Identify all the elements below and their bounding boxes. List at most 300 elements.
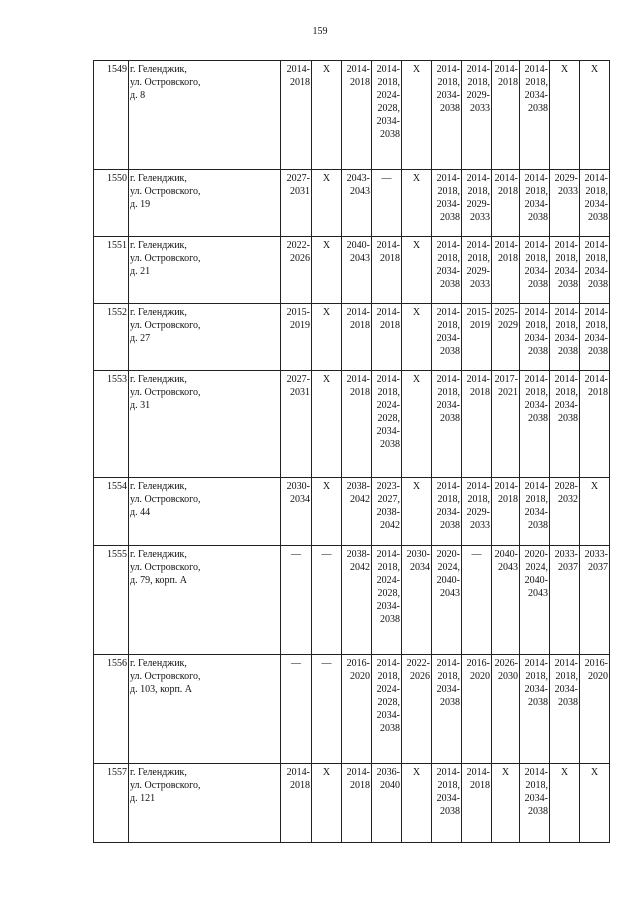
period-cell xyxy=(342,61,372,170)
period-line: 2038 xyxy=(528,103,548,114)
address-line: г. Геленджик, xyxy=(130,658,187,669)
table-row xyxy=(94,61,610,170)
period-line: 2014- xyxy=(466,64,490,75)
period-cell xyxy=(492,371,520,478)
period-line: 2018, xyxy=(437,494,460,505)
period-line: 2038 xyxy=(528,346,548,357)
period-line: 2034- xyxy=(524,400,548,411)
period-line: 2038- xyxy=(376,507,400,518)
period-line: 2034- xyxy=(436,333,460,344)
period-line: 2038 xyxy=(380,439,400,450)
period-line: 2018, xyxy=(467,494,490,505)
period-line: 2018 xyxy=(470,780,490,791)
period-line: 2040 xyxy=(380,780,400,791)
period-line: 2024- xyxy=(376,684,400,695)
period-cell xyxy=(580,237,610,304)
address-cell xyxy=(129,764,281,843)
period-cell xyxy=(281,478,312,546)
period-line: 2024- xyxy=(376,90,400,101)
period-line: 2029- xyxy=(466,199,490,210)
period-cell xyxy=(520,304,550,371)
period-line: 2034- xyxy=(524,199,548,210)
period-cell xyxy=(432,170,462,237)
period-line: 2027- xyxy=(286,374,310,385)
period-line: X xyxy=(412,307,421,318)
period-line: 2018, xyxy=(525,320,548,331)
period-cell xyxy=(281,170,312,237)
period-line: 2014- xyxy=(524,240,548,251)
period-cell xyxy=(402,170,432,237)
period-line: 2033 xyxy=(470,520,490,531)
period-cell xyxy=(520,371,550,478)
period-line: 2014- xyxy=(466,374,490,385)
period-line: 2014- xyxy=(494,173,518,184)
period-line: 2014- xyxy=(466,481,490,492)
period-cell xyxy=(520,237,550,304)
period-cell xyxy=(492,655,520,764)
period-cell xyxy=(492,237,520,304)
period-line: 2034- xyxy=(524,507,548,518)
period-line: 2034 xyxy=(410,562,430,573)
period-cell xyxy=(402,764,432,843)
period-line: 2014- xyxy=(494,481,518,492)
period-line: 2034- xyxy=(436,266,460,277)
period-line: 2018, xyxy=(525,77,548,88)
period-line: 2040- xyxy=(524,575,548,586)
period-line: 2014- xyxy=(436,307,460,318)
address-line: ул. Островского, xyxy=(130,387,201,398)
period-line: 2038 xyxy=(588,346,608,357)
address-line: д. 27 xyxy=(130,333,151,344)
period-line: 2034- xyxy=(436,199,460,210)
period-line: 2030- xyxy=(406,549,430,560)
period-line: X xyxy=(560,64,569,75)
period-cell xyxy=(312,170,342,237)
period-line: 2034- xyxy=(376,601,400,612)
period-line: 2018, xyxy=(555,320,578,331)
period-cell xyxy=(312,546,342,655)
address-line: г. Геленджик, xyxy=(130,307,187,318)
period-line: 2017- xyxy=(494,374,518,385)
period-cell xyxy=(462,478,492,546)
period-line: 2038 xyxy=(440,212,460,223)
period-cell xyxy=(281,764,312,843)
period-line: 2018 xyxy=(498,253,518,264)
period-line: 2014- xyxy=(524,658,548,669)
period-cell xyxy=(550,546,580,655)
period-line: 2014- xyxy=(584,307,608,318)
period-cell xyxy=(492,478,520,546)
period-line: 2038 xyxy=(528,697,548,708)
period-cell xyxy=(550,61,580,170)
row-number: 1555 xyxy=(94,546,129,655)
period-line: 2014- xyxy=(494,64,518,75)
period-line: 2019 xyxy=(290,320,310,331)
period-line: 2018 xyxy=(498,77,518,88)
period-cell xyxy=(580,170,610,237)
period-line: 2018, xyxy=(555,387,578,398)
period-cell xyxy=(462,546,492,655)
period-line: 2015- xyxy=(286,307,310,318)
period-line: 2014- xyxy=(346,374,370,385)
period-line: X xyxy=(412,374,421,385)
period-cell xyxy=(492,61,520,170)
period-line: 2024- xyxy=(376,400,400,411)
period-line: 2038 xyxy=(528,806,548,817)
period-line: 2018, xyxy=(525,253,548,264)
period-cell xyxy=(432,655,462,764)
period-cell xyxy=(520,170,550,237)
period-line: 2018, xyxy=(377,77,400,88)
address-line: ул. Островского, xyxy=(130,77,201,88)
period-line: 2018, xyxy=(525,186,548,197)
period-line: 2018, xyxy=(525,494,548,505)
period-cell xyxy=(462,304,492,371)
period-line: 2016- xyxy=(346,658,370,669)
period-line: 2038 xyxy=(440,346,460,357)
period-line: 2014- xyxy=(376,658,400,669)
period-line: 2043- xyxy=(346,173,370,184)
period-cell xyxy=(550,371,580,478)
period-line: 2043 xyxy=(350,186,370,197)
period-line: 2034- xyxy=(554,400,578,411)
period-line: 2018, xyxy=(525,780,548,791)
period-line: — xyxy=(291,658,301,669)
period-line: 2019 xyxy=(470,320,490,331)
period-line: X xyxy=(590,481,599,492)
period-line: 2014- xyxy=(346,767,370,778)
address-line: ул. Островского, xyxy=(130,780,201,791)
period-line: 2020 xyxy=(470,671,490,682)
table-row xyxy=(94,237,610,304)
period-line: 2018, xyxy=(437,77,460,88)
period-line: 2034- xyxy=(524,333,548,344)
period-cell xyxy=(462,237,492,304)
period-cell xyxy=(312,304,342,371)
row-number: 1552 xyxy=(94,304,129,371)
period-line: 2038 xyxy=(380,129,400,140)
period-cell xyxy=(462,371,492,478)
period-line: 2018, xyxy=(437,186,460,197)
period-line: 2027- xyxy=(286,173,310,184)
period-cell xyxy=(281,546,312,655)
period-line: 2018, xyxy=(437,671,460,682)
period-cell xyxy=(550,655,580,764)
period-cell xyxy=(580,371,610,478)
period-line: 2018, xyxy=(525,671,548,682)
address-line: ул. Островского, xyxy=(130,320,201,331)
period-cell xyxy=(550,304,580,371)
period-line: 2014- xyxy=(524,173,548,184)
period-line: 2014- xyxy=(554,307,578,318)
address-line: ул. Островского, xyxy=(130,671,201,682)
period-line: 2038- xyxy=(346,549,370,560)
period-line: 2038 xyxy=(440,697,460,708)
period-cell xyxy=(312,371,342,478)
period-cell xyxy=(580,304,610,371)
period-line: 2031 xyxy=(290,186,310,197)
period-cell xyxy=(372,371,402,478)
period-line: 2018, xyxy=(437,780,460,791)
period-cell xyxy=(580,61,610,170)
period-line: 2042 xyxy=(350,494,370,505)
period-line: 2014- xyxy=(346,307,370,318)
period-line: 2016- xyxy=(466,658,490,669)
period-line: 2028, xyxy=(377,413,400,424)
period-line: 2034- xyxy=(524,266,548,277)
period-cell xyxy=(342,655,372,764)
table-row xyxy=(94,170,610,237)
period-line: 2038 xyxy=(558,279,578,290)
table-row xyxy=(94,304,610,371)
period-line: X xyxy=(412,173,421,184)
period-cell xyxy=(580,478,610,546)
period-line: 2034- xyxy=(436,90,460,101)
period-line: 2043 xyxy=(440,588,460,599)
period-line: 2014- xyxy=(466,240,490,251)
address-cell xyxy=(129,371,281,478)
period-line: 2038 xyxy=(558,346,578,357)
period-line: X xyxy=(412,240,421,251)
period-line: 2014- xyxy=(524,64,548,75)
period-cell xyxy=(281,237,312,304)
period-line: 2018, xyxy=(467,253,490,264)
period-cell xyxy=(550,764,580,843)
period-line: 2034- xyxy=(554,333,578,344)
period-line: 2033 xyxy=(470,279,490,290)
address-cell xyxy=(129,237,281,304)
period-line: 2025- xyxy=(494,307,518,318)
address-line: д. 103, корп. А xyxy=(130,684,193,695)
period-line: 2020- xyxy=(436,549,460,560)
period-line: 2034- xyxy=(436,684,460,695)
period-line: 2030 xyxy=(498,671,518,682)
period-line: 2023- xyxy=(376,481,400,492)
address-line: г. Геленджик, xyxy=(130,767,187,778)
period-line: 2014- xyxy=(286,767,310,778)
period-line: 2014- xyxy=(376,549,400,560)
period-line: 2033 xyxy=(470,103,490,114)
data-table xyxy=(93,60,610,843)
period-cell xyxy=(462,61,492,170)
row-number: 1550 xyxy=(94,170,129,237)
period-line: 2033 xyxy=(470,212,490,223)
table-row xyxy=(94,371,610,478)
address-line: д. 44 xyxy=(130,507,151,518)
period-cell xyxy=(432,478,462,546)
period-line: 2028, xyxy=(377,697,400,708)
address-line: д. 21 xyxy=(130,266,151,277)
period-line: 2014- xyxy=(436,767,460,778)
period-line: 2018, xyxy=(585,253,608,264)
period-cell xyxy=(342,546,372,655)
period-line: 2042 xyxy=(380,520,400,531)
period-cell xyxy=(550,478,580,546)
period-cell xyxy=(372,170,402,237)
period-cell xyxy=(281,61,312,170)
period-line: 2033- xyxy=(584,549,608,560)
period-line: 2018, xyxy=(525,387,548,398)
period-line: 2029- xyxy=(466,507,490,518)
period-line: 2034- xyxy=(436,400,460,411)
period-line: 2034- xyxy=(376,116,400,127)
period-line: 2029- xyxy=(466,266,490,277)
period-line: 2033- xyxy=(554,549,578,560)
period-cell xyxy=(520,61,550,170)
address-line: д. 31 xyxy=(130,400,151,411)
period-line: 2018, xyxy=(437,253,460,264)
address-line: г. Геленджик, xyxy=(130,240,187,251)
period-cell xyxy=(462,655,492,764)
period-line: 2014- xyxy=(494,240,518,251)
period-line: 2014- xyxy=(524,767,548,778)
period-line: 2014- xyxy=(376,374,400,385)
address-cell xyxy=(129,478,281,546)
period-line: 2018 xyxy=(380,253,400,264)
period-line: 2042 xyxy=(350,562,370,573)
period-line: 2038 xyxy=(440,103,460,114)
period-line: X xyxy=(322,240,331,251)
period-line: X xyxy=(412,64,421,75)
period-line: 2018, xyxy=(377,671,400,682)
page-number: 159 xyxy=(312,26,328,37)
period-line: 2018 xyxy=(350,320,370,331)
row-number: 1554 xyxy=(94,478,129,546)
period-line: 2018, xyxy=(555,253,578,264)
period-line: 2014- xyxy=(466,173,490,184)
address-cell xyxy=(129,170,281,237)
period-cell xyxy=(492,764,520,843)
period-cell xyxy=(372,478,402,546)
address-line: ул. Островского, xyxy=(130,562,201,573)
period-cell xyxy=(342,304,372,371)
period-line: 2014- xyxy=(376,307,400,318)
period-line: 2038 xyxy=(528,212,548,223)
address-line: г. Геленджик, xyxy=(130,64,187,75)
period-cell xyxy=(402,304,432,371)
period-line: 2040- xyxy=(494,549,518,560)
period-cell xyxy=(462,764,492,843)
row-number: 1557 xyxy=(94,764,129,843)
period-line: 2018 xyxy=(498,186,518,197)
address-line: г. Геленджик, xyxy=(130,481,187,492)
address-cell xyxy=(129,304,281,371)
period-line: 2026- xyxy=(494,658,518,669)
period-cell xyxy=(281,655,312,764)
period-line: 2018, xyxy=(555,671,578,682)
period-line: X xyxy=(322,767,331,778)
row-number: 1556 xyxy=(94,655,129,764)
address-line: д. 79, корп. А xyxy=(130,575,188,586)
period-cell xyxy=(402,655,432,764)
table-row xyxy=(94,655,610,764)
period-cell xyxy=(402,237,432,304)
address-line: г. Геленджик, xyxy=(130,374,187,385)
period-line: 2014- xyxy=(584,240,608,251)
period-line: 2021 xyxy=(498,387,518,398)
period-cell xyxy=(462,170,492,237)
period-cell xyxy=(372,304,402,371)
period-line: 2043 xyxy=(528,588,548,599)
period-line: 2018 xyxy=(470,387,490,398)
period-cell xyxy=(492,304,520,371)
period-line: X xyxy=(322,374,331,385)
period-line: 2028- xyxy=(554,481,578,492)
period-line: 2029- xyxy=(466,90,490,101)
period-line: 2040- xyxy=(436,575,460,586)
period-cell xyxy=(432,237,462,304)
period-line: 2034- xyxy=(554,266,578,277)
period-line: 2027, xyxy=(377,494,400,505)
period-cell xyxy=(550,170,580,237)
period-line: 2029- xyxy=(554,173,578,184)
period-line: 2018 xyxy=(290,77,310,88)
period-cell xyxy=(580,655,610,764)
address-line: д. 121 xyxy=(130,793,156,804)
period-line: 2033 xyxy=(558,186,578,197)
period-line: 2038 xyxy=(558,413,578,424)
period-line: 2034- xyxy=(524,793,548,804)
period-cell xyxy=(492,170,520,237)
period-cell xyxy=(432,61,462,170)
period-line: X xyxy=(322,481,331,492)
period-line: 2037 xyxy=(558,562,578,573)
period-line: 2018 xyxy=(498,494,518,505)
period-line: 2018 xyxy=(350,780,370,791)
table-row xyxy=(94,478,610,546)
period-line: X xyxy=(501,767,510,778)
period-line: 2026 xyxy=(290,253,310,264)
period-line: — xyxy=(381,173,392,184)
period-cell xyxy=(580,546,610,655)
period-line: 2034 xyxy=(290,494,310,505)
period-line: 2038 xyxy=(588,212,608,223)
period-line: 2028, xyxy=(377,588,400,599)
period-cell xyxy=(372,546,402,655)
period-cell xyxy=(312,237,342,304)
period-line: 2014- xyxy=(436,658,460,669)
period-line: 2038 xyxy=(440,413,460,424)
period-line: 2014- xyxy=(584,374,608,385)
period-line: 2014- xyxy=(436,64,460,75)
period-line: 2038 xyxy=(588,279,608,290)
period-cell xyxy=(342,371,372,478)
period-line: 2014- xyxy=(346,64,370,75)
period-cell xyxy=(372,764,402,843)
period-line: 2038 xyxy=(528,520,548,531)
period-line: — xyxy=(321,549,332,560)
period-line: 2038 xyxy=(528,279,548,290)
period-line: 2018, xyxy=(585,320,608,331)
address-line: д. 19 xyxy=(130,199,151,210)
period-line: 2014- xyxy=(584,173,608,184)
period-line: 2018, xyxy=(467,186,490,197)
period-cell xyxy=(520,764,550,843)
period-line: 2018, xyxy=(437,387,460,398)
address-cell xyxy=(129,655,281,764)
address-line: г. Геленджик, xyxy=(130,549,187,560)
period-line: 2031 xyxy=(290,387,310,398)
period-line: 2014- xyxy=(436,374,460,385)
table-row xyxy=(94,764,610,843)
period-line: 2038 xyxy=(528,413,548,424)
period-cell xyxy=(372,237,402,304)
period-cell xyxy=(492,546,520,655)
period-line: 2030- xyxy=(286,481,310,492)
period-line: — xyxy=(321,658,332,669)
period-line: 2018 xyxy=(350,77,370,88)
period-line: 2014- xyxy=(286,64,310,75)
